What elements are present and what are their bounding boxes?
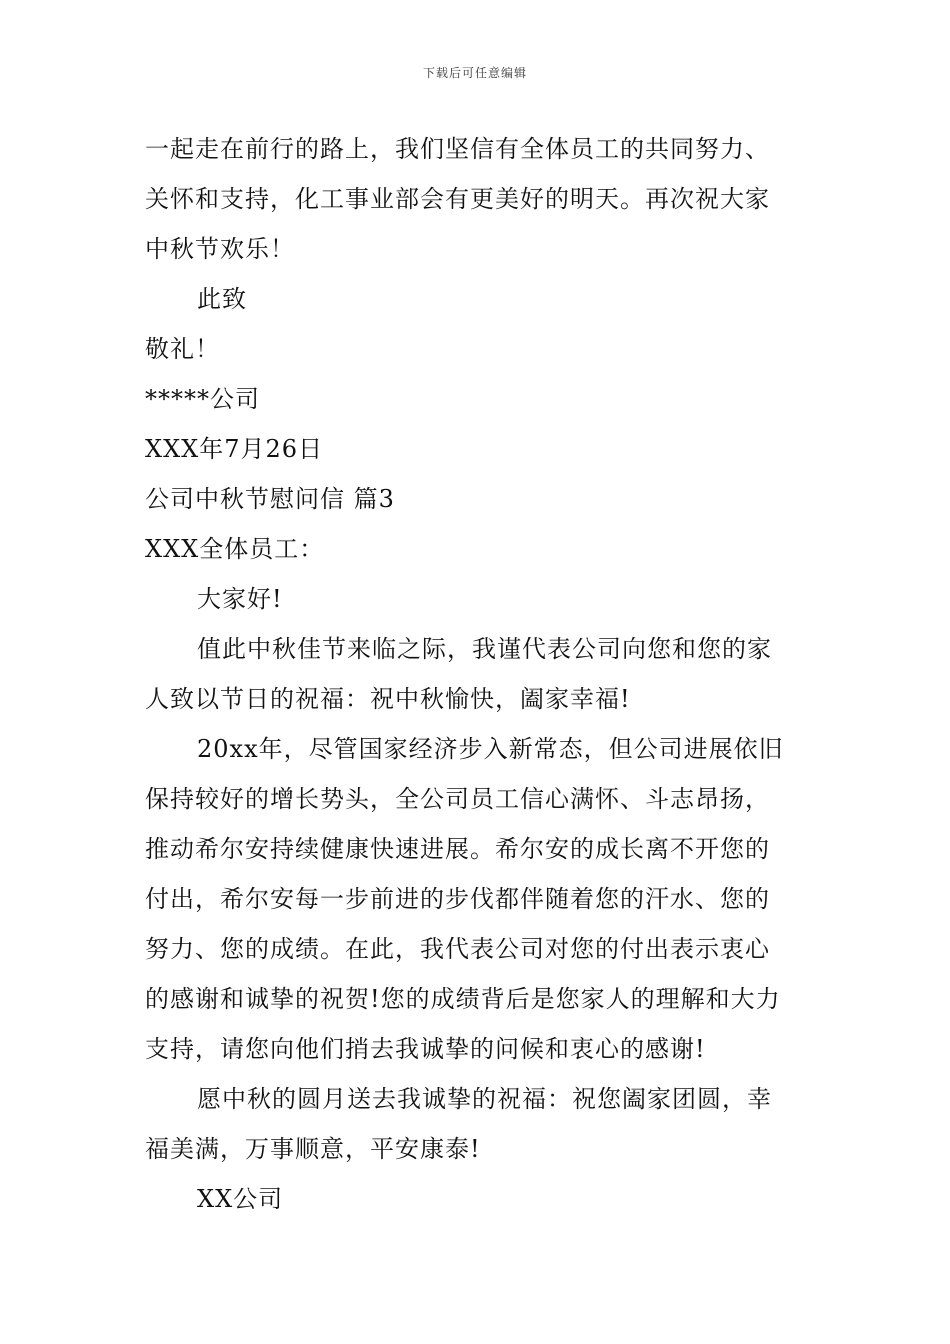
text-line: 支持，请您向他们捎去我诚挚的问候和衷心的感谢! <box>145 1035 706 1063</box>
text-line: 付出，希尔安每一步前进的步伐都伴随着您的汗水、您的 <box>145 885 770 913</box>
letter-recipient: XXX全体员工： <box>145 535 325 563</box>
text-line: 保持较好的增长势头，全公司员工信心满怀、斗志昂扬， <box>145 785 770 813</box>
text-line: 关怀和支持，化工事业部会有更美好的明天。再次祝大家 <box>145 185 770 213</box>
signature-date: XXX年7月26日 <box>145 435 324 463</box>
text-line: 一起走在前行的路上，我们坚信有全体员工的共同努力、 <box>145 135 770 163</box>
text-line: 福美满，万事顺意，平安康泰! <box>145 1135 481 1163</box>
closing-salutation: 此致 <box>197 285 247 313</box>
signature-company: XX公司 <box>197 1185 284 1213</box>
document-body <box>145 124 810 1224</box>
text-line: 愿中秋的圆月送去我诚挚的祝福：祝您阖家团圆，幸 <box>197 1085 772 1113</box>
signature-company: *****公司 <box>145 385 260 413</box>
closing-regards: 敬礼！ <box>145 335 220 363</box>
text-line: 人致以节日的祝福：祝中秋愉快，阖家幸福! <box>145 685 631 713</box>
text-line: 中秋节欢乐！ <box>145 235 295 263</box>
text-line: 推动希尔安持续健康快速进展。希尔安的成长离不开您的 <box>145 835 770 863</box>
section-title: 公司中秋节慰问信 篇3 <box>145 485 395 513</box>
page-header: 下载后可任意编辑 <box>422 66 527 80</box>
text-line: 的感谢和诚挚的祝贺!您的成绩背后是您家人的理解和大力 <box>145 985 781 1013</box>
text-line: 努力、您的成绩。在此，我代表公司对您的付出表示衷心 <box>145 935 770 963</box>
text-line: 20xx年，尽管国家经济步入新常态，但公司进展依旧 <box>197 735 784 763</box>
greeting: 大家好! <box>197 585 283 613</box>
text-line: 值此中秋佳节来临之际，我谨代表公司向您和您的家 <box>197 635 772 663</box>
